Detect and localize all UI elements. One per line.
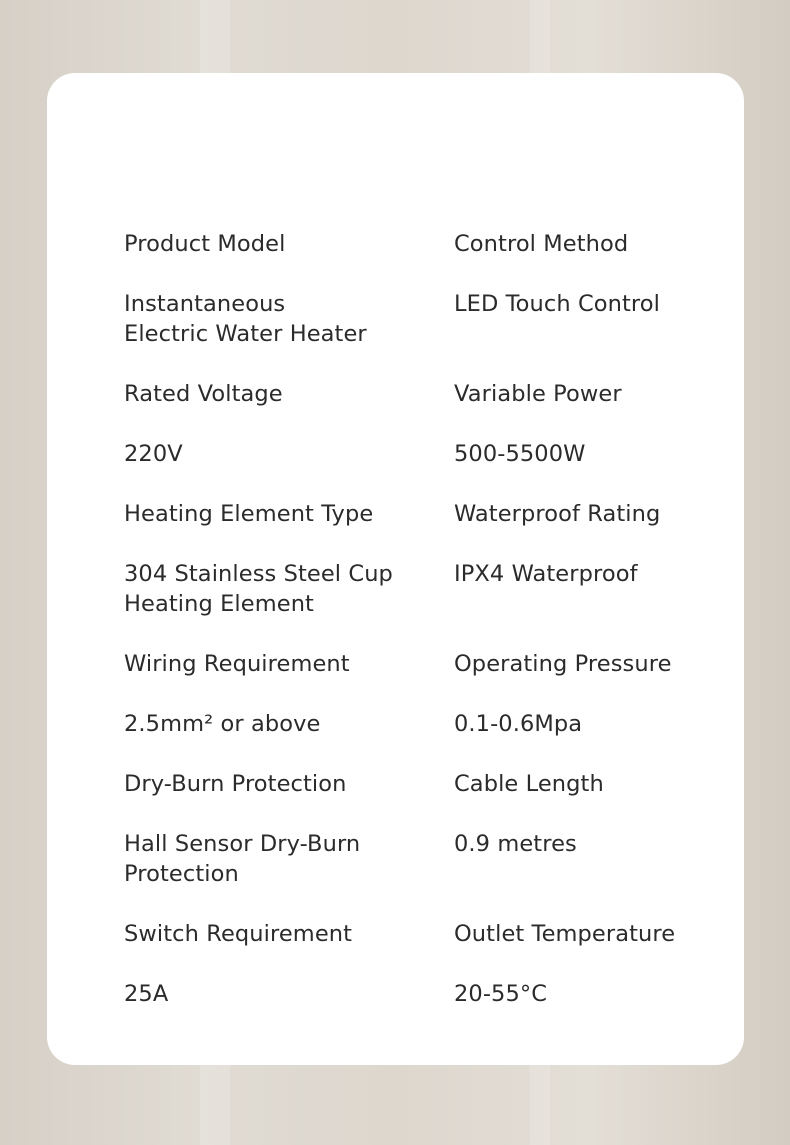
spec-value: 500-5500W bbox=[454, 441, 586, 467]
spec-value: 0.1-0.6Mpa bbox=[454, 711, 583, 737]
spec-label: Waterproof Rating bbox=[454, 501, 661, 527]
spec-value: IPX4 Waterproof bbox=[454, 561, 638, 587]
spec-switch-requirement bbox=[124, 889, 424, 1039]
spec-label: Switch Requirement bbox=[124, 921, 353, 947]
spec-label: Dry-Burn Protection bbox=[124, 771, 347, 797]
spec-label: Rated Voltage bbox=[124, 381, 283, 407]
spec-outlet-temperature bbox=[454, 889, 734, 1039]
spec-value: 2.5mm² or above bbox=[124, 711, 321, 737]
spec-value: 25A bbox=[124, 981, 169, 1007]
spec-cable-length bbox=[454, 739, 734, 889]
spec-card bbox=[47, 73, 744, 1065]
spec-value: 20-55°C bbox=[454, 981, 548, 1007]
spec-value: 220V bbox=[124, 441, 183, 467]
spec-label: Heating Element Type bbox=[124, 501, 374, 527]
spec-value: Hall Sensor Dry-Burn Protection bbox=[124, 831, 361, 887]
spec-label: Product Model bbox=[124, 231, 286, 257]
spec-label: Wiring Requirement bbox=[124, 651, 350, 677]
spec-waterproof-rating bbox=[454, 469, 734, 619]
spec-value: Instantaneous Electric Water Heater bbox=[124, 291, 367, 347]
spec-label: Control Method bbox=[454, 231, 629, 257]
spec-label: Operating Pressure bbox=[454, 651, 672, 677]
spec-control-method bbox=[454, 199, 734, 349]
spec-value: LED Touch Control bbox=[454, 291, 660, 317]
spec-label: Cable Length bbox=[454, 771, 604, 797]
spec-label: Outlet Temperature bbox=[454, 921, 676, 947]
spec-label: Variable Power bbox=[454, 381, 622, 407]
spec-value: 304 Stainless Steel Cup Heating Element bbox=[124, 561, 393, 617]
spec-value: 0.9 metres bbox=[454, 831, 577, 857]
